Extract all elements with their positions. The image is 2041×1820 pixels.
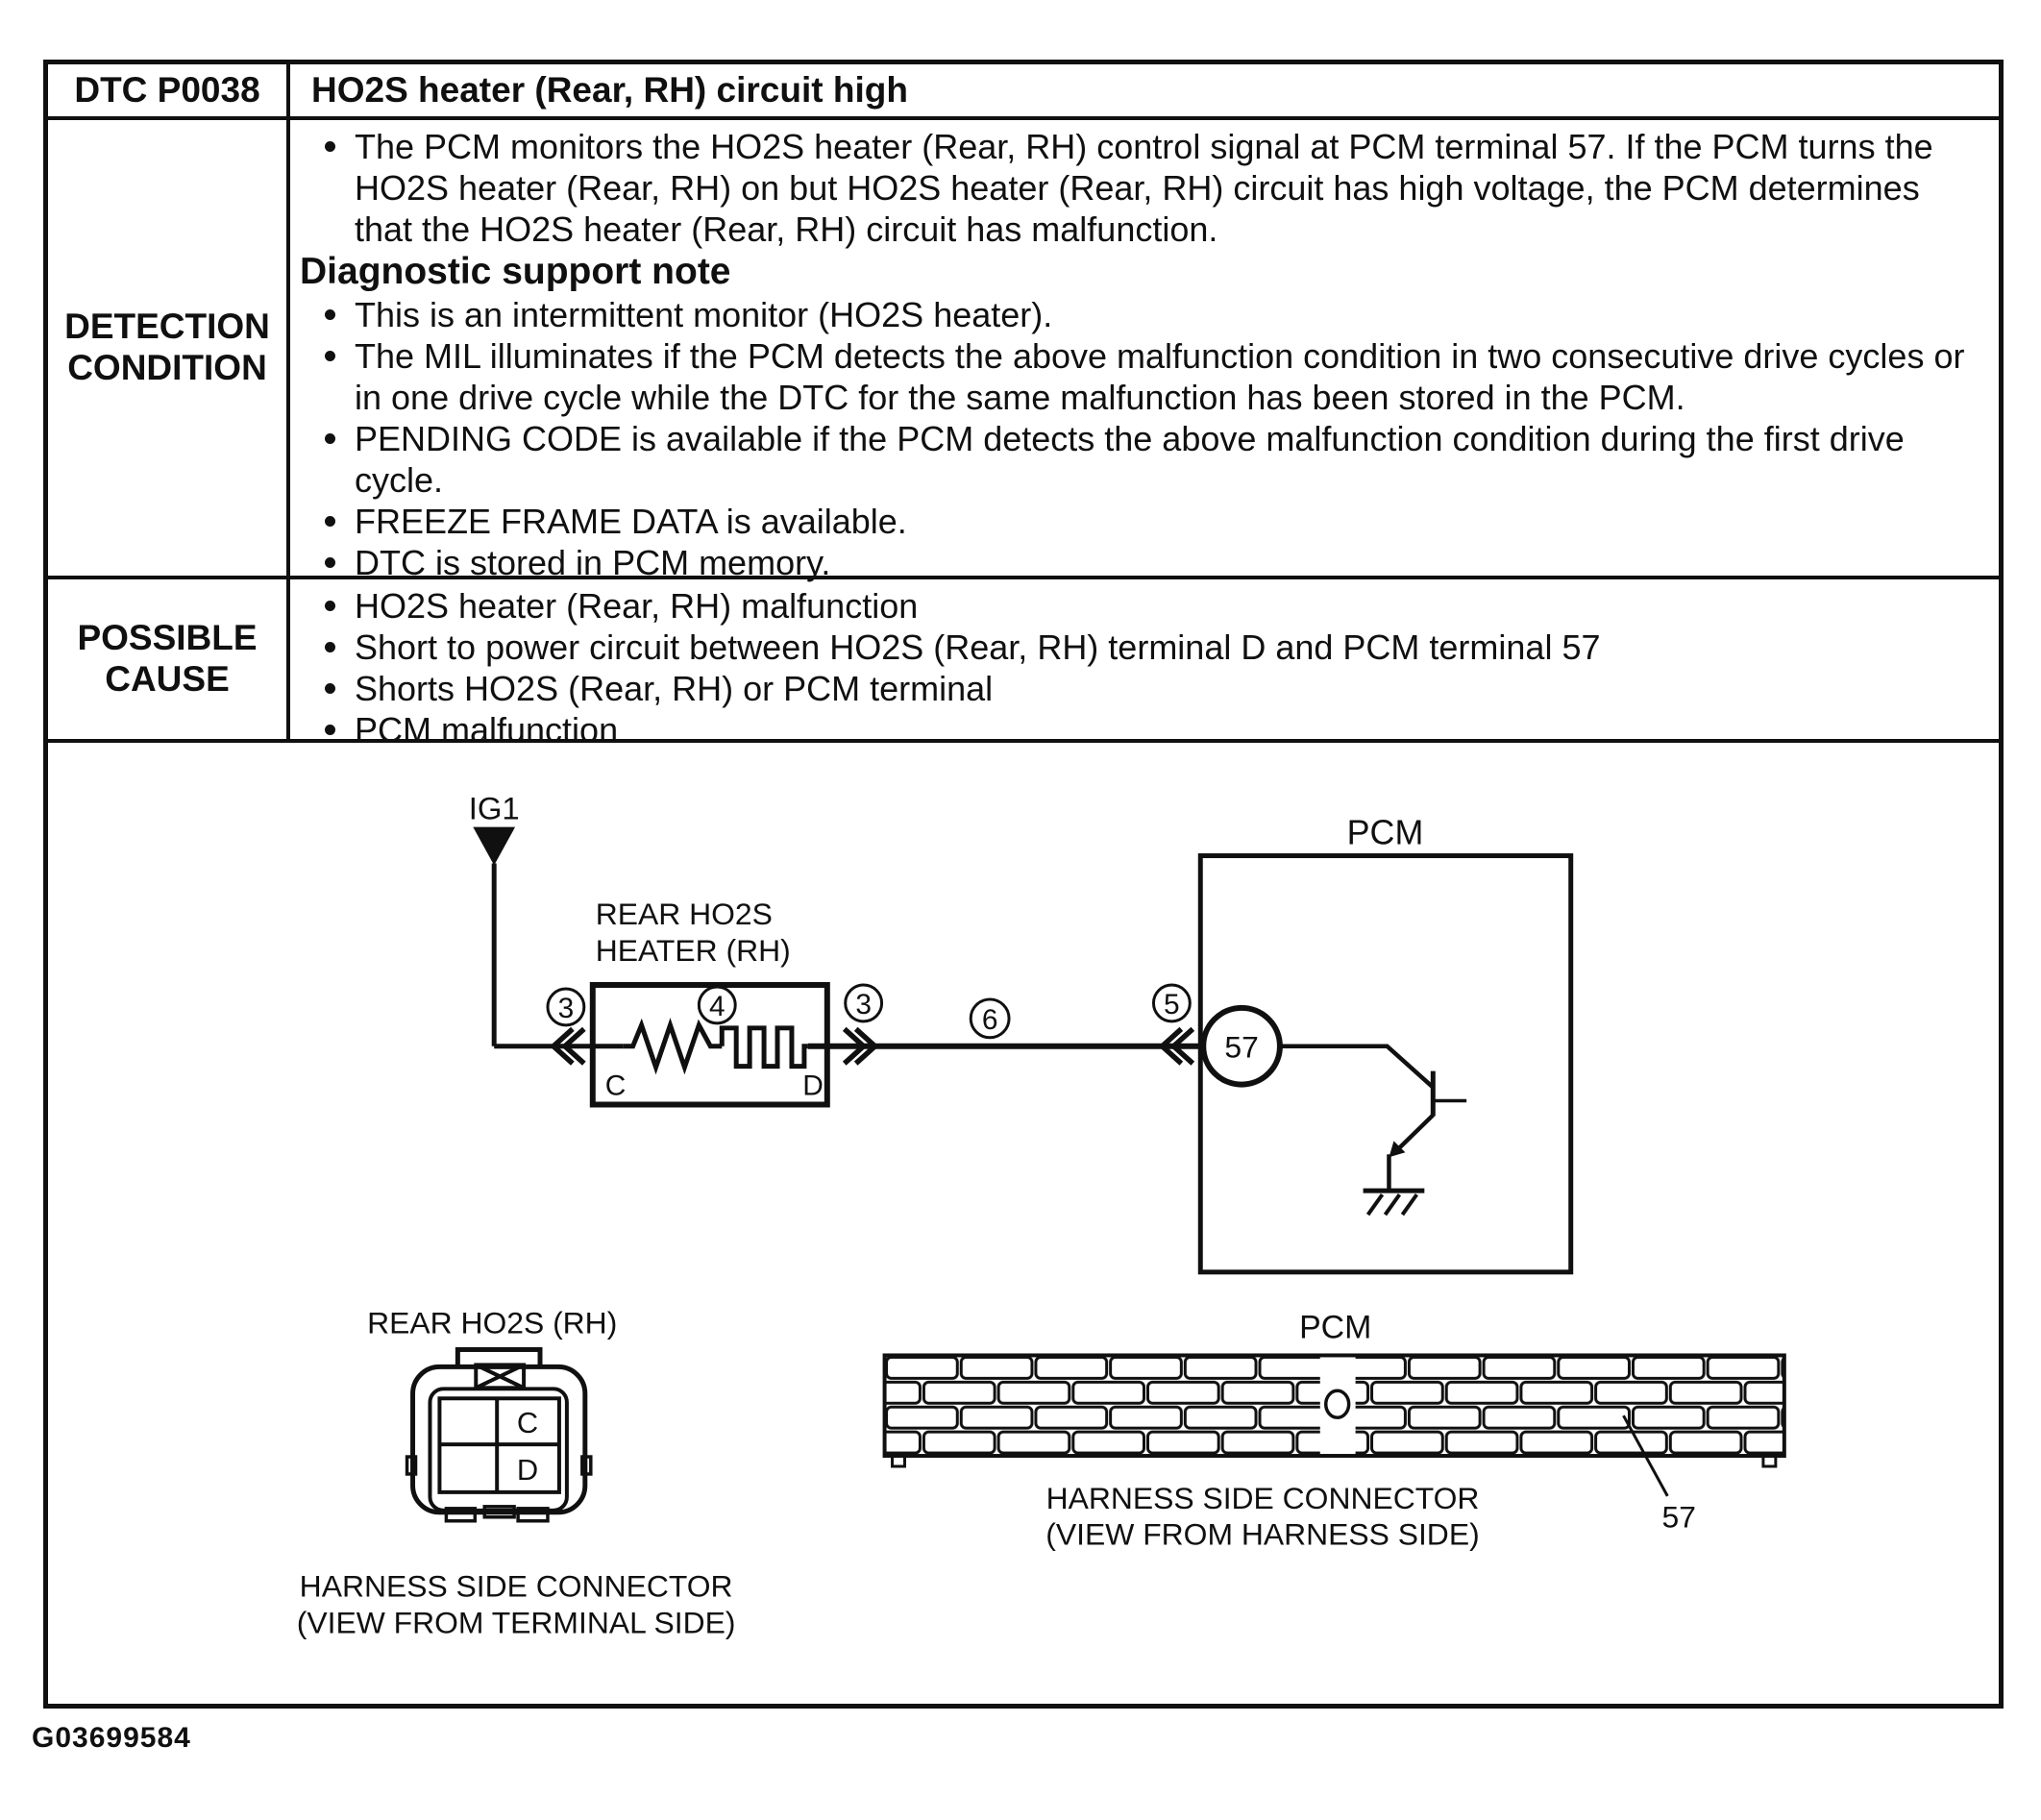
detection-condition-label: DETECTION CONDITION — [64, 307, 270, 387]
wiring-diagram — [48, 743, 1999, 1704]
ground-symbol-icon — [1364, 1191, 1425, 1215]
pcm-box-label: PCM — [1346, 813, 1424, 852]
wire-marker-3-right — [846, 985, 882, 1021]
detection-bullet: The MIL illuminates if the PCM detects the above malfunction condition in two consecutive drive cycles or in one drive cycle while the DTC for the same malfunction has been stored in the PCM. — [300, 335, 1976, 418]
detection-support-list — [300, 294, 1976, 583]
figure-id: G03699584 — [32, 1722, 191, 1754]
svg-text:3: 3 — [855, 988, 872, 1021]
pcm-connector-caption-line2: (VIEW FROM HARNESS SIDE) — [1045, 1516, 1480, 1552]
detection-bullet: FREEZE FRAME DATA is available. — [300, 501, 1976, 542]
resistor-symbol — [624, 1025, 723, 1068]
detection-condition-label-cell — [48, 120, 290, 579]
possible-cause-bullet: HO2S heater (Rear, RH) malfunction — [300, 585, 1976, 627]
power-source-triangle-icon — [473, 827, 515, 866]
wire-marker-3-left — [548, 989, 584, 1025]
possible-cause-bullet: PCM malfunction — [300, 709, 1976, 750]
wire-marker-6 — [971, 999, 1009, 1038]
detection-condition-content — [290, 120, 1999, 582]
detection-bullet: The PCM monitors the HO2S heater (Rear, RH) control signal at PCM terminal 57. If the PCM turns the HO2S heater (Rear, RH) on but HO2S heater (Rear, RH) circuit has high voltage, the PCM determines that the HO2S heater (Rear, RH) circuit has malfunction. — [300, 126, 1976, 250]
svg-text:3: 3 — [557, 992, 575, 1024]
possible-cause-content — [290, 579, 1999, 750]
heater-terminal-d: D — [802, 1070, 824, 1102]
svg-text:6: 6 — [981, 1003, 998, 1036]
diagnostic-support-note-heading: Diagnostic support note — [300, 251, 731, 292]
dtc-title-cell — [290, 64, 1999, 120]
wire-marker-5 — [1153, 985, 1190, 1021]
dtc-code-cell — [48, 64, 290, 120]
pin-grid-right — [1356, 1355, 1784, 1456]
svg-text:5: 5 — [1164, 988, 1180, 1021]
left-connector-caption-line1: HARNESS SIDE CONNECTOR — [299, 1568, 733, 1604]
terminal-cell-c: C — [516, 1406, 539, 1440]
pcm-pin-number: 57 — [1224, 1029, 1259, 1065]
ig1-label: IG1 — [468, 790, 520, 826]
dtc-code: DTC P0038 — [74, 69, 260, 110]
possible-cause-list — [300, 585, 1976, 750]
wire-marker-4 — [699, 987, 735, 1023]
dtc-table — [43, 60, 2004, 1709]
transistor-symbol — [1280, 1046, 1466, 1191]
wiring-diagram-cell — [48, 743, 1999, 1704]
pcm-connector-caption-line1: HARNESS SIDE CONNECTOR — [1045, 1480, 1480, 1515]
heater-element-symbol — [722, 1028, 808, 1067]
rear-ho2s-connector — [297, 1306, 736, 1640]
dtc-title: HO2S heater (Rear, RH) circuit high — [311, 70, 908, 110]
terminal-cell-d: D — [516, 1452, 539, 1487]
detection-intro-list — [300, 126, 1976, 250]
heater-label-line1: REAR HO2S — [595, 897, 773, 932]
pcm-connector-strip — [885, 1310, 1784, 1552]
pin-57-callout: 57 — [1661, 1499, 1696, 1535]
pcm-connector-title: PCM — [1299, 1309, 1372, 1346]
left-connector-caption-line2: (VIEW FROM TERMINAL SIDE) — [296, 1605, 736, 1640]
rear-ho2s-connector-title: REAR HO2S (RH) — [367, 1305, 618, 1340]
detection-bullet: PENDING CODE is available if the PCM detects the above malfunction condition during the first drive cycle. — [300, 418, 1976, 501]
svg-text:4: 4 — [708, 990, 725, 1022]
possible-cause-label-cell — [48, 579, 290, 743]
detection-bullet: This is an intermittent monitor (HO2S heater). — [300, 294, 1976, 335]
heater-terminal-c: C — [604, 1070, 627, 1102]
possible-cause-bullet: Short to power circuit between HO2S (Rear, RH) terminal D and PCM terminal 57 — [300, 627, 1976, 668]
heater-label-line2: HEATER (RH) — [595, 933, 791, 969]
pin-grid-left — [885, 1355, 1320, 1456]
detection-bullet: DTC is stored in PCM memory. — [300, 542, 1976, 583]
possible-cause-label: POSSIBLE CAUSE — [77, 618, 258, 699]
possible-cause-bullet: Shorts HO2S (Rear, RH) or PCM terminal — [300, 668, 1976, 709]
connector-center-hole — [1326, 1390, 1349, 1417]
